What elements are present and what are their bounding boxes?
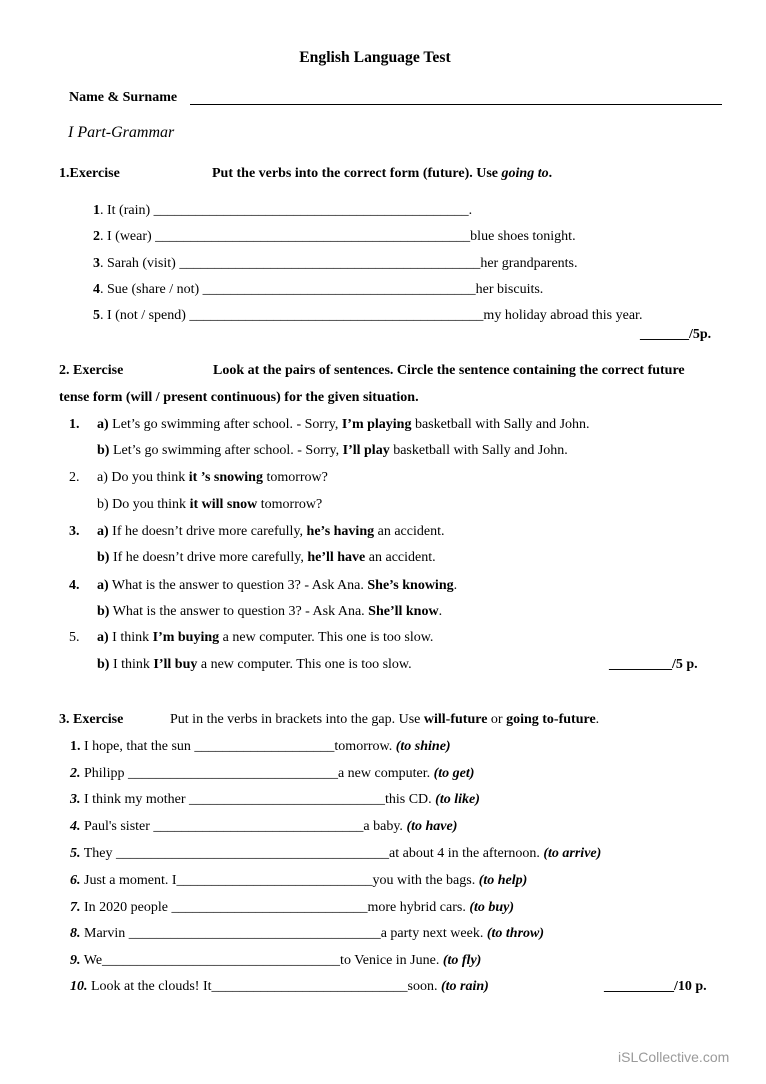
ex3-item-text: I hope, that the sun ____________________tomorrow.: [80, 739, 396, 754]
ex2-option-b: [97, 656, 412, 674]
ex3-item-hint: (to shine): [395, 739, 451, 754]
ex2-pair-num: 3.: [69, 524, 80, 539]
ex3-instruction-c: or: [487, 712, 507, 727]
option-verb: I’ll play: [342, 443, 390, 458]
ex1-item: [93, 281, 543, 299]
ex3-item-num: 5.: [70, 846, 81, 861]
ex3-item-text: Philipp ______________________________a new computer.: [80, 766, 434, 781]
ex3-item: [70, 738, 451, 756]
ex3-item-text: They _______________________________________at about 4 in the afternoon.: [80, 846, 544, 861]
ex3-item-hint: (to buy): [469, 900, 515, 915]
option-verb: She’ll know: [368, 604, 439, 619]
ex3-item-text: Look at the clouds! It____________________________soon.: [87, 979, 441, 994]
option-a-label: a): [97, 630, 109, 645]
option-text: I think: [108, 630, 153, 645]
ex3-item-text: We__________________________________to Venice in June.: [80, 953, 443, 968]
option-text: tomorrow?: [257, 497, 323, 512]
watermark: iSLCollective.com: [618, 1049, 730, 1065]
ex1-item-text: . I (wear) _____________________________________________blue shoes tonight.: [100, 229, 576, 244]
ex2-pair-num: 1.: [69, 417, 80, 432]
ex1-item: [93, 307, 642, 325]
option-text: tomorrow?: [262, 470, 328, 485]
option-text: Let’s go swimming after school. - Sorry,: [108, 417, 342, 432]
ex3-item-hint: (to like): [435, 792, 480, 807]
option-text: .: [438, 604, 443, 619]
ex3-item-hint: (to fly): [442, 953, 482, 968]
option-verb: it ’s snowing: [188, 470, 263, 485]
ex2-instruction-1: Look at the pairs of sentences. Circle the sentence containing the correct future: [213, 363, 685, 378]
option-text: Let’s go swimming after school. - Sorry,: [109, 443, 343, 458]
option-b-label: b): [97, 497, 109, 512]
ex1-heading: 1.Exercise: [59, 166, 120, 181]
ex2-option-a: [97, 523, 444, 541]
ex2-pair-num: 2.: [69, 470, 80, 485]
ex3-item: [70, 978, 489, 996]
ex3-item: [70, 872, 527, 890]
ex3-item-num: 6.: [70, 873, 81, 888]
ex3-item: [70, 925, 544, 943]
ex1-item-text: . Sue (share / not) _______________________________________her biscuits.: [100, 282, 544, 297]
document-title: English Language Test: [299, 49, 451, 66]
ex1-item: [93, 228, 576, 246]
ex3-item-text: Just a moment. I____________________________you with the bags.: [80, 873, 479, 888]
option-b-label: b): [97, 604, 110, 619]
ex2-option-a: [97, 469, 328, 487]
option-text: .: [453, 578, 458, 593]
option-text: an accident.: [365, 550, 436, 565]
option-a-label: a): [97, 524, 109, 539]
ex2-option-b: [97, 442, 568, 460]
ex3-item-num: 1.: [70, 739, 81, 754]
option-text: If he doesn’t drive more carefully,: [109, 550, 308, 565]
option-a-label: a): [97, 417, 109, 432]
ex1-item-num: 4: [93, 282, 100, 297]
ex3-item: [70, 845, 601, 863]
ex3-item-text: In 2020 people ____________________________more hybrid cars.: [80, 900, 470, 915]
ex1-item-num: 5: [93, 308, 100, 323]
option-text: Do you think: [108, 497, 190, 512]
ex2-option-a: [97, 577, 457, 595]
ex3-item-num: 4.: [70, 819, 81, 834]
option-verb: I’m playing: [341, 417, 412, 432]
option-text: a new computer. This one is too slow.: [219, 630, 434, 645]
option-text: basketball with Sally and John.: [389, 443, 568, 458]
part-heading: I Part-Grammar: [68, 124, 175, 141]
ex3-item-text: Marvin ____________________________________a party next week.: [80, 926, 487, 941]
ex1-instruction: [212, 165, 552, 183]
ex1-item: [93, 202, 472, 220]
ex1-item-text: . It (rain) _____________________________________________.: [100, 203, 473, 218]
ex2-option-a: [97, 416, 590, 434]
ex3-item-num: 8.: [70, 926, 81, 941]
option-text: Do you think: [107, 470, 189, 485]
ex1-item-num: 3: [93, 256, 100, 271]
ex3-instruction-d: going to-future: [506, 712, 596, 727]
ex3-item-hint: (to have): [406, 819, 458, 834]
option-verb: I’ll buy: [153, 657, 198, 672]
ex3-instruction-a: Put in the verbs in brackets into the gap. Use: [170, 712, 424, 727]
ex3-instruction-e: .: [595, 712, 600, 727]
ex3-item-num: 10.: [70, 979, 88, 994]
option-verb: it will snow: [189, 497, 258, 512]
ex3-item: [70, 952, 481, 970]
option-b-label: b): [97, 550, 110, 565]
ex1-item-text: . Sarah (visit) ___________________________________________her grandparents.: [100, 256, 578, 271]
option-text: What is the answer to question 3? - Ask Ana.: [109, 604, 369, 619]
option-text: an accident.: [374, 524, 445, 539]
ex2-score: _________/5 p.: [609, 657, 698, 672]
option-text: basketball with Sally and John.: [411, 417, 590, 432]
name-label: Name & Surname: [69, 90, 178, 105]
ex1-score: _______/5p.: [640, 327, 712, 342]
ex3-item-num: 7.: [70, 900, 81, 915]
ex3-item: [70, 818, 457, 836]
name-line: [190, 104, 722, 105]
ex2-instruction-2: tense form (will / present continuous) for the given situation.: [59, 390, 419, 405]
ex3-item-num: 9.: [70, 953, 81, 968]
option-verb: She’s knowing: [367, 578, 454, 593]
ex3-item-num: 3.: [70, 792, 81, 807]
option-text: If he doesn’t drive more carefully,: [108, 524, 307, 539]
ex3-score: __________/10 p.: [604, 979, 707, 994]
option-text: a new computer. This one is too slow.: [197, 657, 412, 672]
ex3-item-hint: (to throw): [486, 926, 545, 941]
option-verb: I’m buying: [152, 630, 220, 645]
ex1-item-num: 2: [93, 229, 100, 244]
ex3-item-text: Paul's sister ______________________________a baby.: [80, 819, 407, 834]
option-verb: he’ll have: [307, 550, 366, 565]
ex3-item-text: I think my mother ____________________________this CD.: [80, 792, 436, 807]
option-text: What is the answer to question 3? - Ask Ana.: [108, 578, 368, 593]
option-b-label: b): [97, 443, 110, 458]
ex3-item: [70, 899, 514, 917]
ex3-item-hint: (to arrive): [543, 846, 602, 861]
ex3-item-hint: (to get): [433, 766, 475, 781]
ex1-item: [93, 255, 578, 273]
ex1-item-text: . I (not / spend) __________________________________________my holiday abroad this year.: [100, 308, 643, 323]
ex2-heading: 2. Exercise: [59, 363, 124, 378]
ex3-item: [70, 791, 480, 809]
option-a-label: a): [97, 470, 108, 485]
ex3-item-hint: (to help): [478, 873, 528, 888]
ex1-item-num: 1: [93, 203, 100, 218]
option-b-label: b): [97, 657, 110, 672]
ex1-instruction-c: .: [548, 166, 553, 181]
option-text: I think: [109, 657, 154, 672]
ex2-option-b: [97, 549, 436, 567]
option-verb: he’s having: [306, 524, 375, 539]
ex2-option-a: [97, 629, 433, 647]
ex2-option-b: [97, 496, 322, 514]
ex3-item-num: 2.: [70, 766, 81, 781]
ex1-instruction-a: Put the verbs into the correct form (future). Use: [212, 166, 502, 181]
ex1-instruction-b: going to: [501, 166, 549, 181]
ex2-option-b: [97, 603, 442, 621]
ex3-item-hint: (to rain): [440, 979, 489, 994]
option-a-label: a): [97, 578, 109, 593]
ex3-instruction-b: will-future: [423, 712, 488, 727]
ex3-instruction: [170, 711, 599, 729]
ex3-item: [70, 765, 474, 783]
ex2-pair-num: 5.: [69, 630, 80, 645]
ex3-heading: 3. Exercise: [59, 712, 124, 727]
ex2-pair-num: 4.: [69, 578, 80, 593]
